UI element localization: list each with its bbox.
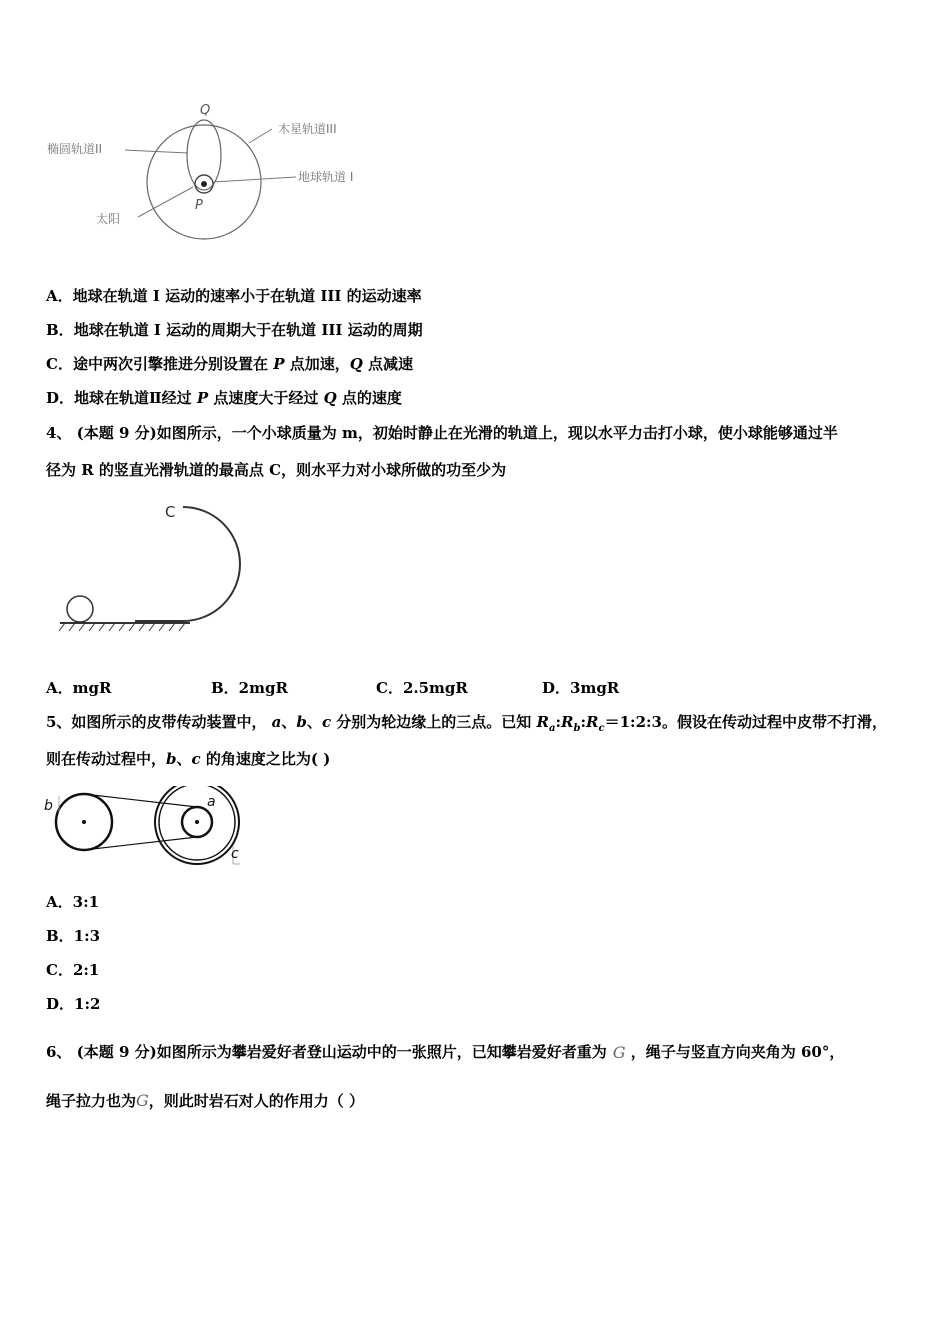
var-p: P: [196, 389, 209, 407]
q5-stem-line1: [46, 712, 887, 739]
label-c: C: [165, 503, 176, 521]
label-orbit1: 地球轨道 I: [298, 170, 354, 184]
ball: [67, 596, 93, 622]
option-text: 点的速度: [336, 389, 402, 407]
q4-option-d: D．3mgR: [542, 679, 620, 697]
stem-text: 绳子拉力也为: [46, 1092, 137, 1110]
stem-text: 5、如图所示的皮带传动装置中，: [46, 713, 272, 731]
option-text: 途中两次引擎推进分别设置在: [72, 355, 274, 373]
var-g: G: [136, 1091, 149, 1110]
label-c: c: [231, 846, 239, 862]
q3-option-b: [46, 320, 423, 340]
q6-stem-line1: [46, 1042, 844, 1062]
q3-option-d: [46, 388, 402, 408]
q3-option-a: [46, 286, 422, 306]
var-q: Q: [323, 389, 337, 407]
stem-text: ，则此时岩石对人的作用力（ ）: [148, 1092, 365, 1110]
option-text: 地球在轨道 I 运动的周期大于在轨道 III 运动的周期: [73, 321, 423, 339]
q4-stem-line1: 4、 (本题 9 分)如图所示，一个小球质量为 m，初始时静止在光滑的轨道上，现以水平力击打小球，使小球能够通过半: [46, 424, 838, 442]
option-text: 地球在轨道 I 运动的速率小于在轨道 III 的运动速率: [72, 287, 422, 305]
label-orbit2: 椭圆轨道II: [47, 142, 103, 156]
separator: 、: [281, 713, 297, 731]
option-text: 点速度大于经过: [208, 389, 324, 407]
var-c: c: [321, 713, 332, 731]
option-letter: D．: [46, 389, 75, 407]
var-a: a: [271, 713, 282, 731]
var-b: b: [296, 713, 307, 731]
track-figure: [55, 495, 255, 635]
q4-option-a: A．mgR: [46, 679, 112, 697]
var-c: c: [191, 750, 201, 768]
option-text: 点减速: [362, 355, 414, 373]
label-q: Q: [200, 103, 211, 118]
sub-b: b: [573, 723, 581, 734]
separator: 、: [176, 750, 192, 768]
label-sun: 太阳: [96, 212, 121, 226]
q5-option-d: D．1:2: [46, 995, 101, 1013]
q5-stem-line2: [46, 749, 330, 769]
q5-option-c: C．2:1: [46, 961, 100, 979]
var-r: R: [536, 713, 549, 731]
option-text: 地球在轨道Ⅱ经过: [74, 389, 197, 407]
var-r: R: [586, 713, 599, 731]
label-orbit3: 木星轨道III: [278, 122, 337, 136]
stem-text: 6、 (本题 9 分)如图所示为攀岩爱好者登山运动中的一张照片，已知攀岩爱好者重为: [46, 1043, 607, 1061]
colon: :: [555, 713, 562, 731]
var-q: Q: [349, 355, 363, 373]
q4-option-c: C．2.5mgR: [376, 679, 468, 697]
sub-c: c: [598, 723, 605, 734]
option-letter: C．: [46, 355, 73, 373]
q5-option-b: B．1:3: [46, 927, 101, 945]
var-p: P: [273, 355, 285, 373]
q6-stem-line2: [46, 1091, 364, 1111]
option-letter: B．: [46, 321, 74, 339]
q3-option-c: [46, 354, 413, 374]
label-b: b: [44, 798, 53, 814]
separator: 、: [306, 713, 322, 731]
belt-figure: [40, 786, 250, 870]
var-g: G: [612, 1043, 626, 1062]
option-letter: A．: [46, 287, 73, 305]
label-a: a: [207, 794, 216, 810]
q4-stem-line2: 径为 R 的竖直光滑轨道的最高点 C，则水平力对小球所做的功至少为: [46, 461, 507, 479]
stem-text: 的角速度之比为( ): [200, 750, 331, 768]
stem-text: 则在传动过程中，: [46, 750, 167, 768]
stem-text: 分别为轮边缘上的三点。已知: [331, 713, 537, 731]
var-r: R: [561, 713, 574, 731]
stem-text: ，绳子与竖直方向夹角为 60°，: [630, 1043, 845, 1061]
stem-text: ＝1:2:3。假设在传动过程中皮带不打滑，: [604, 713, 887, 731]
orbit-figure: [40, 95, 380, 255]
var-b: b: [166, 750, 177, 768]
q4-option-b: B．2mgR: [211, 679, 288, 697]
sub-a: a: [549, 723, 556, 734]
q5-option-a: A．3:1: [46, 893, 100, 911]
colon: :: [580, 713, 587, 731]
label-p: P: [195, 198, 203, 213]
option-text: 点加速，: [284, 355, 350, 373]
